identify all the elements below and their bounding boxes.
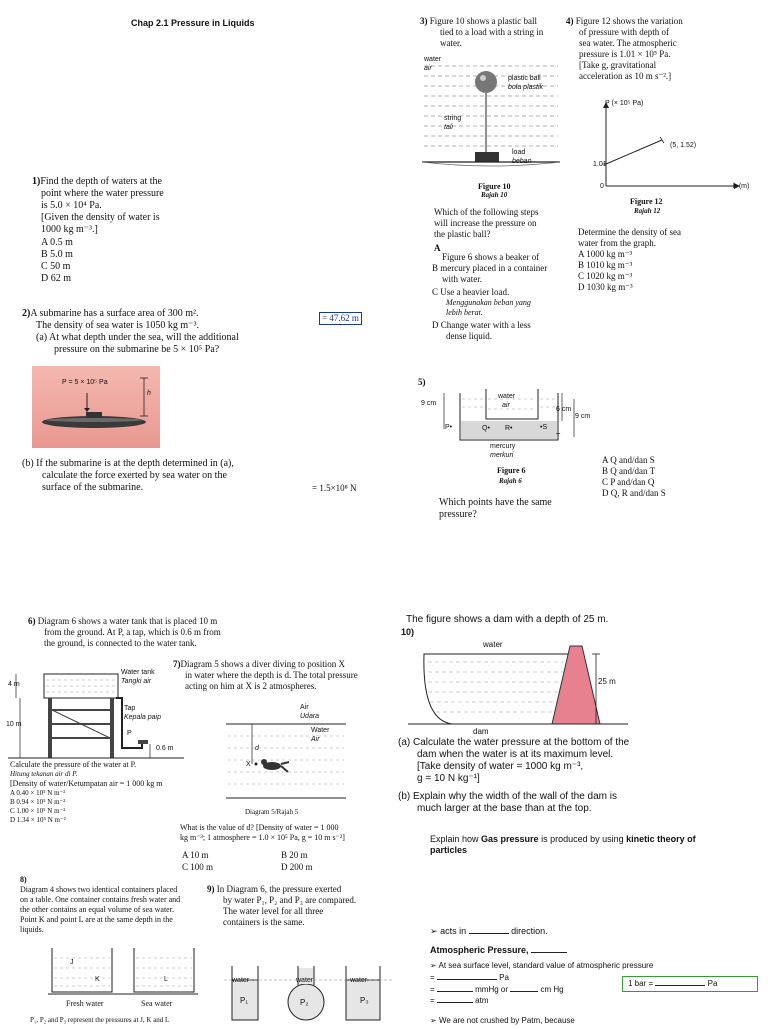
- unit-mmhg: mmHg or: [475, 985, 509, 994]
- q3-q-line: will increase the pressure on: [434, 218, 537, 228]
- fig12-y-tick: 1.01: [593, 161, 607, 168]
- q6-q-line: Calculate the pressure of the water at P.: [10, 760, 137, 769]
- figure-12-caption: Figure 12: [630, 197, 663, 206]
- fig10-string-label: [444, 114, 461, 132]
- diver-air-ms: Udara: [300, 713, 320, 720]
- fig10-ball: plastic ball: [508, 75, 541, 82]
- q5-option: A Q and/dan S: [602, 455, 655, 465]
- fig10-load-label: [512, 148, 531, 166]
- q3-opt: Menggunakan beban yang: [446, 298, 531, 307]
- tank-label-en: Water tank: [121, 669, 155, 676]
- q5-options: [602, 455, 732, 499]
- q7-line: in water where the depth is d. The total pressure: [185, 670, 358, 680]
- q3-line: water.: [440, 38, 462, 48]
- figure-10-diagram: [422, 52, 560, 170]
- q5-option: D Q, R and/dan S: [602, 488, 666, 498]
- three-containers-diagram: [224, 966, 392, 1024]
- fig10-load-ms: beban: [512, 158, 532, 165]
- q5-option: C P and/dan Q: [602, 477, 655, 487]
- fig6-water: water: [498, 393, 516, 400]
- q10-heading: The figure shows a dam with a depth of 25 m.: [406, 614, 609, 625]
- eq-sign: =: [430, 985, 435, 994]
- tank-label-ms: Tangki air: [121, 678, 152, 685]
- q3-line: tied to a load with a string in: [440, 27, 544, 37]
- gas-bold: kinetic theory of: [626, 834, 696, 844]
- q8-line: on a table. One container contains fresh water and: [20, 895, 181, 904]
- q3-opt: D Change water with a less: [432, 320, 531, 330]
- bullet-arrow-icon: ➢: [430, 1016, 437, 1025]
- tank-label: [121, 668, 155, 686]
- gas-bold: Gas pressure: [481, 834, 539, 844]
- q3-opt: Figure 6 shows a beaker of: [442, 252, 540, 262]
- blank-pa-value[interactable]: [437, 979, 497, 980]
- q7-option-b: B 20 m: [281, 850, 308, 860]
- q2-b-line: surface of the submarine.: [42, 482, 144, 493]
- q6-option: A 0.40 × 10⁵ N m⁻²: [10, 789, 66, 797]
- atm-heading: [430, 945, 567, 956]
- bullet-arrow-icon: ➢: [430, 961, 437, 970]
- dam-label: dam: [473, 727, 489, 736]
- tap-label: [124, 704, 161, 722]
- gas-pressure-prompt: [430, 834, 740, 856]
- q8-number: 8): [20, 875, 27, 884]
- fig6-mercury: mercury: [490, 443, 516, 450]
- q5-number: 5): [418, 377, 426, 387]
- fig6-mercury-label: [490, 442, 515, 460]
- unit-pa: Pa: [499, 973, 509, 982]
- q3-number: 3): [420, 16, 428, 26]
- q6-q-line: [Density of water/Ketumpatan air = 1 000 kg m: [10, 779, 163, 788]
- q2-part-b: [22, 458, 302, 494]
- fig10-load: load: [512, 149, 526, 156]
- q4-option: A 1000 kg m⁻³: [578, 249, 633, 259]
- fig6-water-label: [498, 392, 515, 410]
- acts-in-text: acts in: [440, 926, 467, 936]
- figure-6-caption: Figure 6: [497, 466, 526, 475]
- q6-line: Diagram 6 shows a water tank that is placed 10 m: [37, 616, 218, 626]
- figure-6-caption-ms: Rajah 6: [499, 477, 522, 485]
- fig10-ball-ms: bola plastik: [508, 84, 544, 91]
- question-2: [22, 308, 322, 356]
- tap-label-ms: Kepala paip: [124, 714, 161, 721]
- q1-option: B 5.0 m: [41, 249, 73, 260]
- q1-option: C 50 m: [41, 261, 71, 272]
- q4-line: Figure 12 shows the variation: [575, 16, 683, 26]
- q2-line: pressure on the submarine be 5 × 10⁵ Pa?: [54, 344, 220, 355]
- q7-option-c: C 100 m: [182, 862, 214, 872]
- q2-answer-b: = 1.5×10⁸ N: [312, 483, 357, 493]
- q10-a-line: g = 10 N kg⁻¹]: [417, 773, 480, 784]
- blank-bar-value[interactable]: [655, 985, 705, 986]
- q10-a-line: [Take density of water = 1000 kg m⁻³,: [417, 761, 584, 772]
- q3-question: [434, 207, 564, 240]
- q6-line: from the ground. At P, a tap, which is 0.6 m from: [44, 627, 221, 637]
- dam-depth-label: 25 m: [598, 677, 616, 686]
- q10-a-line: (a) Calculate the water pressure at the bottom of the: [398, 737, 630, 748]
- atm-sea-level-text: At sea surface level, standard value of atmospheric pressure: [438, 961, 654, 970]
- q7-line: acting on him at X is 2 atmospheres.: [185, 681, 317, 691]
- fig12-point-label: (5, 1.52): [670, 142, 697, 149]
- figure-10-caption: Figure 10: [478, 182, 511, 191]
- container-point-k: K: [95, 976, 100, 983]
- fig6-right-depth: 9 cm: [575, 413, 591, 420]
- q3-opt: lebih berat.: [446, 308, 483, 317]
- eq-sign: =: [430, 973, 435, 982]
- q8-line: Diagram 4 shows two identical containers placed: [20, 885, 178, 894]
- diver-water-label: [311, 726, 329, 744]
- q3-q-line: the plastic ball?: [434, 229, 491, 239]
- container-point-j: J: [70, 959, 74, 966]
- diver-water: Water: [311, 727, 330, 734]
- q5-q-line: pressure?: [439, 509, 477, 520]
- tap-label-en: Tap: [124, 705, 136, 712]
- eq-sign: =: [430, 996, 435, 1005]
- q10-part-a: [398, 737, 648, 785]
- diver-air: Air: [300, 704, 309, 711]
- q2-answer-a: = 47.62 m: [319, 312, 362, 325]
- q9-line: containers is the same.: [223, 917, 305, 927]
- q4-line: of pressure with depth of: [579, 27, 669, 37]
- question-9: [207, 884, 392, 928]
- q2-line: (a) At what depth under the sea, will the additional: [36, 332, 239, 343]
- diver-water-ms: Air: [311, 736, 320, 743]
- q4-q-line: Determine the density of sea: [578, 227, 681, 237]
- q1-line: Find the depth of waters at the: [40, 176, 162, 187]
- fig6-left-depth: 9 cm: [421, 400, 437, 407]
- q3-opt: with water.: [442, 274, 482, 284]
- container1-water-label: water: [232, 977, 250, 984]
- q4-line: acceleration as 10 m s⁻².]: [579, 71, 672, 81]
- q1-line: 1000 kg m⁻³.]: [41, 224, 98, 235]
- dam-diagram: [408, 640, 638, 740]
- question-8: [20, 875, 210, 935]
- dam-water-label: water: [483, 640, 503, 649]
- atm-sea-level: [430, 961, 653, 971]
- fig12-origin: 0: [600, 183, 604, 190]
- q9-line: In Diagram 6, the pressure exerted: [216, 884, 342, 894]
- container1-p1: P₁: [240, 996, 249, 1005]
- submarine-depth-label: h: [147, 390, 151, 397]
- q5-q-line: Which points have the same: [439, 497, 552, 508]
- container2-p2: P₂: [300, 998, 309, 1007]
- q4-option: C 1020 kg m⁻³: [578, 271, 633, 281]
- tank-height-4m: 4 m: [8, 681, 20, 688]
- fig10-string: string: [444, 115, 462, 122]
- bar-unit: Pa: [707, 979, 718, 988]
- page-title: Chap 2.1 Pressure in Liquids: [131, 18, 255, 28]
- figure-12-caption-ms: Rajah 12: [634, 207, 661, 215]
- q6-option: D 1.34 × 10⁵ N m⁻²: [10, 816, 66, 824]
- fig6-point-p: P•: [445, 424, 453, 431]
- q10-b-line: (b) Explain why the width of the wall of the dam is: [398, 791, 617, 802]
- q3-opt: C Use a heavier load.: [432, 287, 510, 297]
- unit-atm: atm: [475, 996, 489, 1005]
- unit-cmhg: cm Hg: [540, 985, 564, 994]
- q4-option: D 1030 kg m⁻³: [578, 282, 633, 292]
- blank-direction[interactable]: [469, 933, 509, 934]
- q9-line: The water level for all three: [223, 906, 324, 916]
- diver-depth-d: d: [255, 745, 259, 752]
- fig10-water-label: [424, 55, 441, 73]
- q7-q-line: What is the value of d? [Density of water = 1 000: [180, 823, 339, 832]
- q1-option: D 62 m: [41, 273, 71, 284]
- q9-line: by water P₁, P₂ and P₃ are compared.: [223, 895, 357, 905]
- q4-line: sea water. The atmospheric: [579, 38, 677, 48]
- q1-line: [Given the density of water is: [41, 212, 160, 223]
- q4-option: B 1010 kg m⁻³: [578, 260, 633, 270]
- atm-heading-text: Atmospheric Pressure,: [430, 945, 529, 955]
- q3-q-line: Which of the following steps: [434, 207, 539, 217]
- q4-number: 4): [566, 16, 574, 26]
- direction-text: direction.: [511, 926, 548, 936]
- q5-question: [439, 497, 589, 521]
- gas-text: Explain how: [430, 834, 482, 844]
- q1-option: A 0.5 m: [41, 237, 73, 248]
- fig10-ball-label: [508, 74, 543, 92]
- q3-opt: dense liquid.: [446, 331, 492, 341]
- fig12-y-axis-label: P (× 10⁵ Pa): [605, 100, 644, 107]
- q1-line: is 5.0 × 10⁴ Pa.: [41, 200, 102, 211]
- question-7: [173, 659, 387, 692]
- q3-options: [432, 252, 572, 342]
- q6-option: B 0.94 × 10⁵ N m⁻²: [10, 798, 66, 806]
- q4-line: [Take g, gravitational: [579, 60, 657, 70]
- two-containers-diagram: [48, 946, 198, 996]
- q2-b-line: calculate the force exerted by sea water on the: [42, 470, 227, 481]
- q2-number: 2): [22, 308, 31, 319]
- q3-line: Figure 10 shows a plastic ball: [429, 16, 537, 26]
- q10-part-b: [398, 791, 648, 815]
- blank-atm-value[interactable]: [437, 1002, 473, 1003]
- q5-option: B Q and/dan T: [602, 466, 656, 476]
- container3-p3: P₃: [360, 996, 369, 1005]
- diagram-5-caption: Diagram 5/Rajah 5: [245, 808, 299, 816]
- fig6-point-r: R•: [505, 425, 513, 432]
- q4-question: [578, 227, 758, 293]
- question-1: [32, 176, 192, 285]
- fig6-mid-depth: 6 cm: [556, 406, 572, 413]
- q8-line: the other contains an equal volume of sea water.: [20, 905, 174, 914]
- q6-option: C 1.00 × 10⁵ N m⁻²: [10, 807, 66, 815]
- q1-number: 1): [32, 176, 41, 187]
- fig6-point-q: Q•: [482, 425, 490, 432]
- fig6-point-s: •S: [540, 424, 548, 431]
- bullet-arrow-icon: ➢: [430, 926, 438, 936]
- fig6-mercury-ms: merkuri: [490, 452, 514, 459]
- question-3: [420, 16, 560, 49]
- q8-line: liquids.: [20, 925, 44, 934]
- bar-conversion-box: [622, 976, 758, 992]
- bar-label: 1 bar =: [628, 979, 654, 988]
- q3-option-a: A: [434, 243, 441, 253]
- diver-air-label: [300, 703, 319, 721]
- diver-point-x: X: [246, 761, 251, 768]
- not-crushed-line: [430, 1016, 575, 1026]
- container2-water-label: water: [296, 977, 314, 984]
- fig10-water: water: [424, 56, 442, 63]
- q7-option-d: D 200 m: [281, 862, 313, 872]
- q3-opt: B mercury placed in a container: [432, 263, 548, 273]
- q9-number: 9): [207, 884, 215, 894]
- blank-atm-symbol[interactable]: [531, 952, 567, 953]
- question-4: [566, 16, 756, 82]
- gas-acts-in: [430, 926, 548, 937]
- fig12-x-axis-label: h (m): [733, 183, 750, 190]
- blank-cmhg-value[interactable]: [510, 991, 538, 992]
- fig10-string-ms: tali: [444, 124, 453, 131]
- q8-footer: P₁, P₂ and P₃ represent the pressures at J, K and L: [30, 1016, 170, 1024]
- q6-number: 6): [28, 616, 36, 626]
- atm-eq3: [430, 996, 488, 1006]
- q6-q-line: Hitung tekanan air di P.: [10, 770, 78, 778]
- q7-number: 7): [173, 659, 181, 669]
- blank-mmhg-value[interactable]: [437, 991, 473, 992]
- fig6-point-t: T: [556, 433, 561, 440]
- q10-a-line: dam when the water is at its maximum level.: [417, 749, 614, 760]
- q2-line: A submarine has a surface area of 300 m².: [30, 308, 199, 319]
- q7-question: [180, 823, 390, 843]
- tap-point-p: P: [127, 730, 132, 737]
- q2-b-line: (b) If the submarine is at the depth determined in (a),: [22, 458, 234, 469]
- q7-line: Diagram 5 shows a diver diving to position X: [180, 659, 345, 669]
- q1-line: point where the water pressure: [41, 188, 164, 199]
- q7-option-a: A 10 m: [182, 850, 209, 860]
- tap-height: 0.6 m: [156, 745, 174, 752]
- question-6: [28, 616, 268, 649]
- figure-10-caption-ms: Rajah 10: [481, 191, 508, 199]
- container3-water-label: water: [350, 977, 368, 984]
- q6-line: the ground, is connected to the water tank.: [44, 638, 197, 648]
- atm-eq2: [430, 985, 564, 995]
- q8-line: Point K and point L are at the same depth in the: [20, 915, 173, 924]
- not-crushed-text: We are not crushed by Patm, because: [438, 1016, 575, 1025]
- q2-line: The density of sea water is 1050 kg m⁻³.: [36, 320, 199, 331]
- container-point-l: L: [164, 976, 168, 983]
- gas-text: is produced by using: [538, 834, 627, 844]
- q6-question: [10, 760, 190, 825]
- atm-eq1: [430, 973, 509, 983]
- fig10-water-ms: air: [424, 65, 432, 72]
- fresh-water-label: Fresh water: [66, 999, 104, 1008]
- gas-bold: particles: [430, 845, 468, 855]
- sea-water-label: Sea water: [141, 999, 173, 1008]
- submarine-pressure-label: P = 5 × 10⁵ Pa: [62, 379, 108, 386]
- q10-b-line: much larger at the base than at the top.: [417, 803, 592, 814]
- q4-q-line: water from the graph.: [578, 238, 656, 248]
- tank-height-10m: 10 m: [6, 721, 22, 728]
- fig6-water-ms: air: [502, 402, 510, 409]
- q4-line: pressure is 1.01 × 10⁵ Pa.: [579, 49, 671, 59]
- diver-diagram: [226, 702, 346, 802]
- q10-number: 10): [401, 627, 415, 637]
- q7-q-line: kg m⁻³; 1 atmosphere = 1.0 × 10⁵ Pa, g = 10 m s⁻²]: [180, 833, 345, 842]
